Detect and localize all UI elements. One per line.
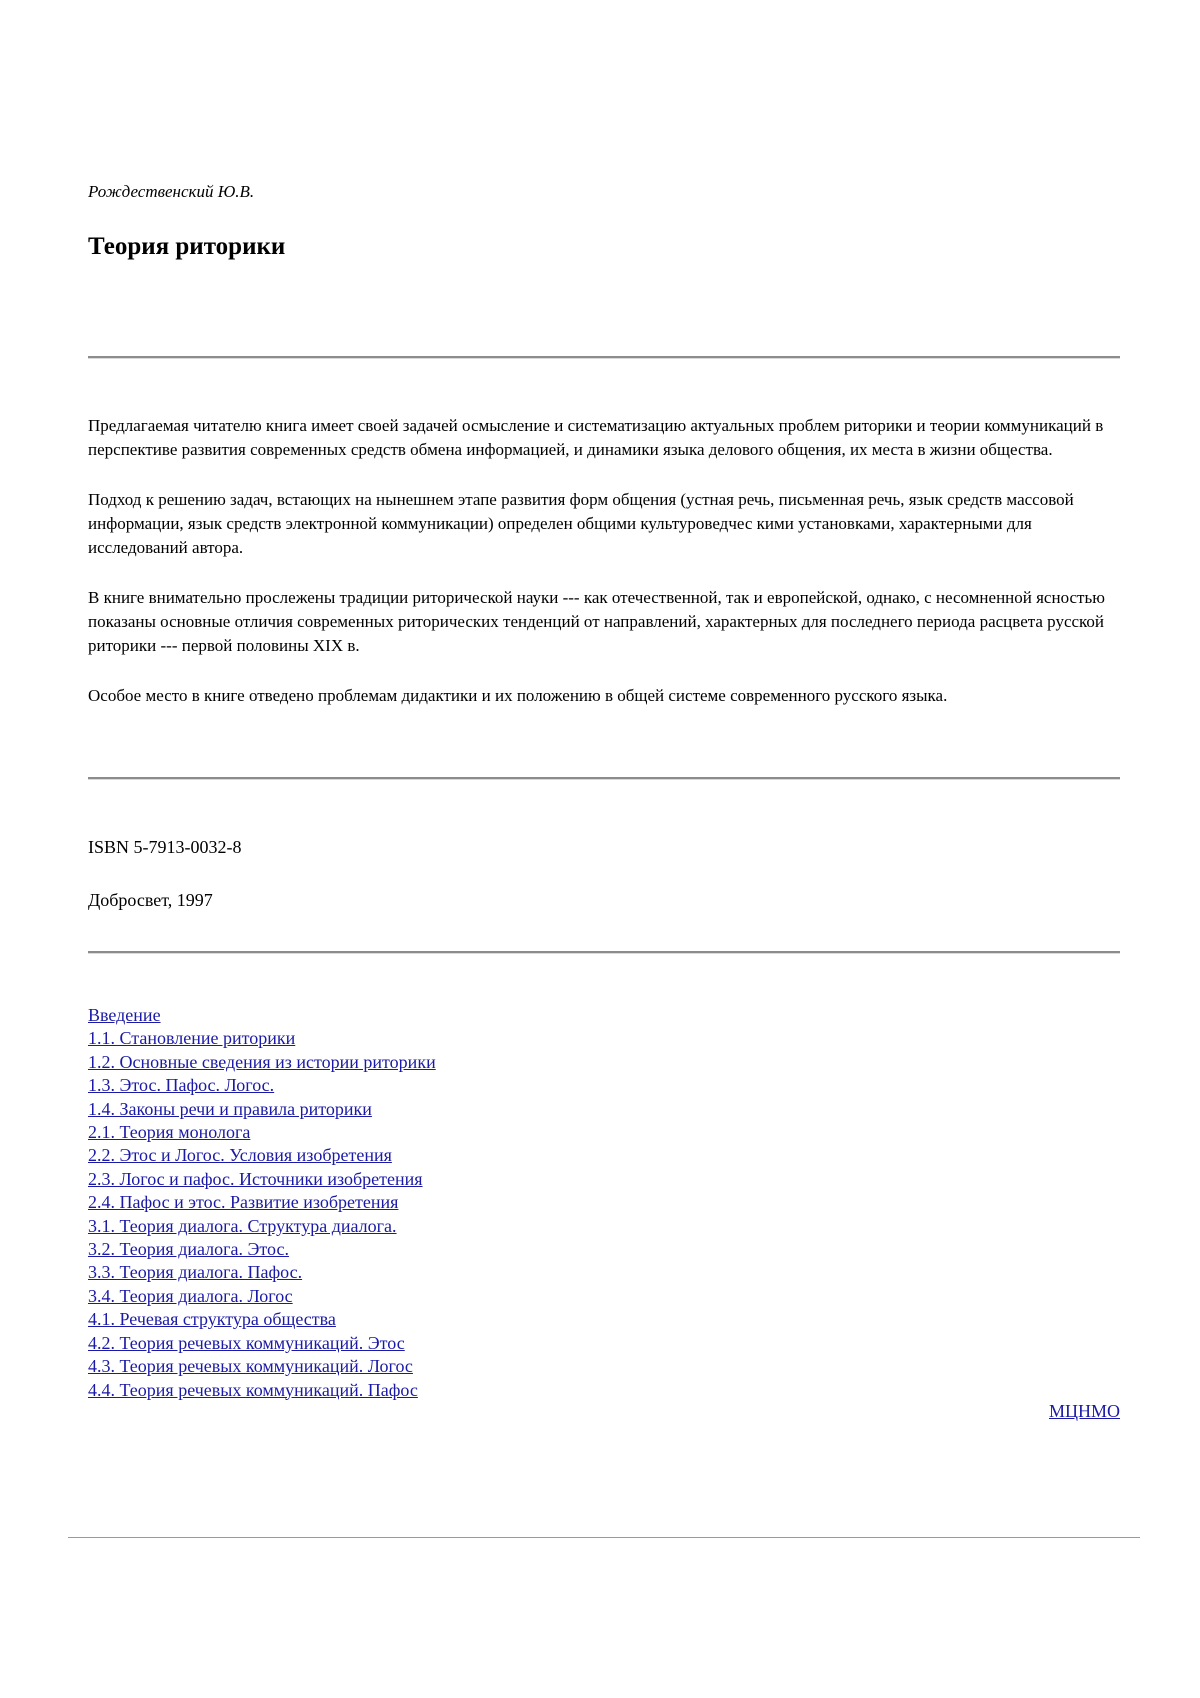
divider-lower [88,951,1120,954]
toc-link[interactable]: 2.3. Логос и пафос. Источники изобретения [88,1168,423,1189]
toc-item [88,1215,436,1238]
abstract-paragraph: В книге внимательно прослежены традиции риторической науки --- как отечественной, так и европейской, однако, с несомненной ясностью показаны основные отличия современных риторических тенденций от направлений, характерных для последнего периода расцвета русской риторики --- первой половины XIX в. [88,588,1105,655]
toc-item [88,1168,436,1191]
toc-item [88,1098,436,1121]
publisher-label: Добросвет, 1997 [88,890,213,910]
toc-item [88,1238,436,1261]
toc-item [88,1285,436,1308]
toc-link[interactable]: 1.4. Законы речи и правила риторики [88,1098,372,1119]
toc-link[interactable]: 2.4. Пафос и этос. Развитие изобретения [88,1192,399,1213]
book-title: Теория риторики [88,233,286,260]
toc-link[interactable]: 2.2. Этос и Логос. Условия изобретения [88,1145,392,1166]
toc-item [88,1051,436,1074]
isbn-label: ISBN 5-7913-0032-8 [88,837,242,857]
toc-item [88,1191,436,1214]
toc-link[interactable]: 4.1. Речевая структура общества [88,1309,336,1330]
toc-link[interactable]: 3.1. Теория диалога. Структура диалога. [88,1215,397,1236]
toc-item [88,1355,436,1378]
toc-link[interactable]: 2.1. Теория монолога [88,1122,251,1143]
toc-item [88,1308,436,1331]
table-of-contents [88,1004,436,1402]
book-author: Рождественский Ю.В. [88,182,255,201]
toc-link[interactable]: 4.2. Теория речевых коммуникаций. Этос [88,1332,405,1353]
toc-link[interactable]: 4.3. Теория речевых коммуникаций. Логос [88,1356,413,1377]
toc-item [88,1332,436,1355]
toc-item [88,1074,436,1097]
toc-item [88,1121,436,1144]
abstract-paragraph: Предлагаемая читателю книга имеет своей задачей осмысление и систематизацию актуальных проблем риторики и теории коммуникаций в перспективе развития современных средств обмена информацией, и динамики языка делового общения, их места в жизни общества. [88,416,1104,459]
publisher-site-link[interactable]: МЦНМО [1048,1401,1120,1421]
toc-link[interactable]: 3.2. Теория диалога. Этос. [88,1239,289,1260]
abstract-paragraph: Подход к решению задач, встающих на нынешнем этапе развития форм общения (устная речь, письменная речь, язык средств массовой информации, язык средств электронной коммуникации) определен общими культуроведчес кими установками, характерными для исследований автора. [88,490,1074,557]
divider-bottom [68,1537,1140,1538]
toc-item [88,1004,436,1027]
toc-link[interactable]: Введение [88,1005,161,1025]
toc-item [88,1261,436,1284]
toc-link[interactable]: 1.3. Этос. Пафос. Логос. [88,1075,275,1096]
toc-item [88,1027,436,1050]
toc-item [88,1144,436,1167]
toc-link[interactable]: 4.4. Теория речевых коммуникаций. Пафос [88,1379,418,1400]
divider-middle [88,777,1120,780]
toc-link[interactable]: 1.2. Основные сведения из истории риторики [88,1051,436,1072]
toc-link[interactable]: 3.4. Теория диалога. Логос [88,1285,293,1306]
toc-link[interactable]: 1.1. Становление риторики [88,1028,296,1049]
toc-item [88,1379,436,1402]
toc-link[interactable]: 3.3. Теория диалога. Пафос. [88,1262,303,1283]
abstract-paragraph: Особое место в книге отведено проблемам дидактики и их положению в общей системе современного русского языка. [88,686,948,705]
book-abstract [88,414,1120,734]
divider-top [88,356,1120,359]
